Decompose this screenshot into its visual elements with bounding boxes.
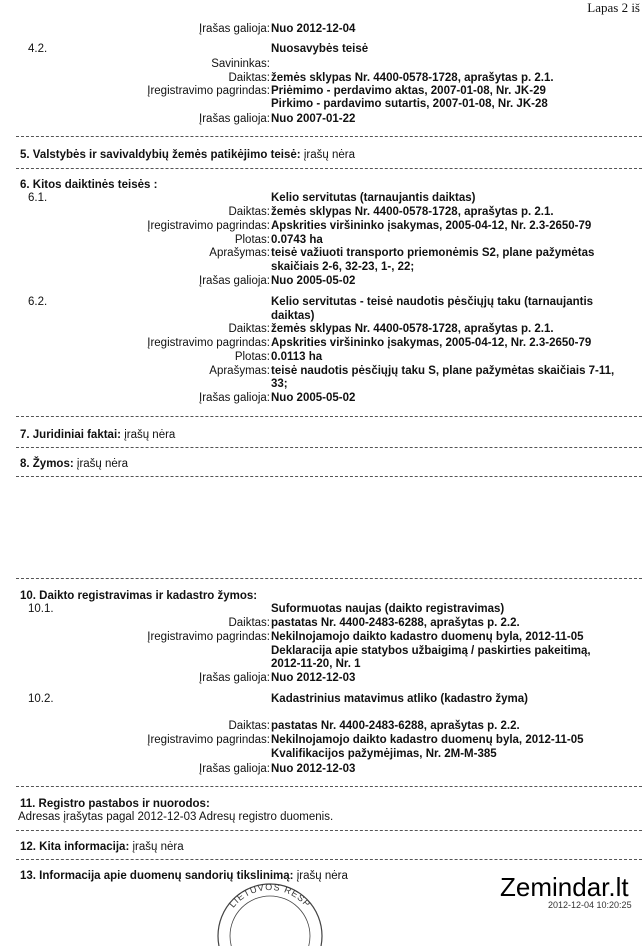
entry-title: daiktas): [271, 310, 315, 322]
field-value: pastatas Nr. 4400-2483-6288, aprašytas p. 2.2.: [271, 617, 520, 629]
field-value: teisė važiuoti transporto priemonėmis S2, plane pažymėtas: [271, 247, 595, 259]
section-title: 11. Registro pastabos ir nuorodos:: [20, 798, 210, 810]
field-label: Daiktas:: [228, 206, 270, 218]
object-row: [0, 71, 642, 85]
field-label: Plotas:: [234, 351, 270, 363]
entry-title: Kelio servitutas - teisė naudotis pėsčiųjų taku (tarnaujantis: [271, 296, 594, 308]
field-value: Nuo 2012-12-04: [271, 23, 356, 35]
field-value: Pirkimo - pardavimo sutartis, 2007-01-08, Nr. JK-28: [271, 98, 548, 110]
object-row: [0, 322, 642, 336]
section-title: 6. Kitos daiktinės teisės :: [20, 179, 158, 191]
page-number: Lapas 2 iš: [587, 0, 640, 15]
basis-row: [0, 336, 642, 350]
entry-6-2-header: [0, 295, 642, 309]
record-valid-row: [0, 762, 642, 776]
field-value: žemės sklypas Nr. 4400-0578-1728, aprašytas p. 2.1.: [271, 323, 554, 335]
field-label: Įregistravimo pagrindas:: [147, 220, 270, 232]
entry-6-1-header: [0, 191, 642, 205]
divider: [16, 168, 642, 169]
field-value: teisė naudotis pėsčiųjų taku S, plane pažymėtas skaičiais 7-11,: [271, 365, 615, 377]
entry-number: 6.1.: [28, 192, 48, 204]
field-value: Nuo 2012-12-03: [271, 672, 356, 684]
section-title: 13. Informacija apie duomenų sandorių tikslinimą:: [20, 870, 294, 882]
watermark-logo: Zemindar.lt: [500, 872, 629, 902]
field-value: skaičiais 2-6, 32-23, 1-, 22;: [271, 261, 415, 273]
field-value: Nuo 2005-05-02: [271, 392, 356, 404]
section-11: [20, 797, 210, 811]
section-value: įrašų nėra: [132, 841, 184, 853]
field-label: Įrašas galioja:: [199, 763, 270, 775]
field-value: Nekilnojamojo daikto kadastro duomenų byla, 2012-11-05: [271, 631, 584, 643]
field-label: Įregistravimo pagrindas:: [147, 85, 270, 97]
basis-row-2: [0, 644, 642, 658]
entry-10-1-header: [0, 602, 642, 616]
basis-row-2: [0, 97, 642, 111]
basis-row: [0, 630, 642, 644]
section-title: 8. Žymos:: [20, 458, 74, 470]
field-label: Įregistravimo pagrindas:: [147, 734, 270, 746]
field-label: Įrašas galioja:: [199, 113, 270, 125]
entry-number: 10.2.: [28, 693, 54, 705]
divider: [16, 447, 642, 448]
field-label: Daiktas:: [228, 617, 270, 629]
section-value: įrašų nėra: [124, 429, 176, 441]
section-value: įrašų nėra: [76, 458, 129, 470]
basis-row: [0, 219, 642, 233]
section-10: [20, 589, 257, 603]
record-valid-row: [0, 671, 642, 685]
entry-6-2-header-2: [0, 309, 642, 323]
field-label: Įregistravimo pagrindas:: [147, 337, 270, 349]
official-stamp: [210, 876, 330, 946]
entry-number: 10.1.: [28, 603, 54, 615]
field-label: Aprašymas:: [209, 365, 270, 377]
field-value: 2012-11-20, Nr. 1: [271, 658, 361, 670]
section-value: įrašų nėra: [303, 149, 355, 161]
section-8: [20, 457, 128, 471]
divider: [16, 476, 642, 477]
record-valid-row: [0, 274, 642, 288]
area-row: [0, 350, 642, 364]
record-valid-row: [0, 22, 642, 36]
section-value: įrašų nėra: [296, 870, 348, 882]
field-label: Aprašymas:: [209, 247, 270, 259]
field-value: 0.0113 ha: [271, 351, 323, 363]
footer-timestamp: 2012-12-04 10:20:25: [548, 900, 632, 910]
field-value: Nuo 2007-01-22: [271, 113, 356, 125]
field-value: Nuo 2005-05-02: [271, 275, 356, 287]
divider: [16, 136, 642, 137]
field-value: Nekilnojamojo daikto kadastro duomenų byla, 2012-11-05: [271, 734, 584, 746]
owner-row: [0, 57, 642, 71]
section-title: 7. Juridiniai faktai:: [20, 429, 121, 441]
divider: [16, 416, 642, 417]
field-value: Nuo 2012-12-03: [271, 763, 356, 775]
stamp-text: LIETUVOS RESP: [227, 881, 313, 910]
field-label: Daiktas:: [228, 72, 270, 84]
basis-row-3: [0, 657, 642, 671]
basis-row: [0, 733, 642, 747]
section-title: 12. Kita informacija:: [20, 841, 130, 853]
section-12: [20, 840, 184, 854]
entry-10-2-header: [0, 692, 642, 706]
entry-title: Suformuotas naujas (daikto registravimas): [271, 603, 505, 615]
basis-row: [0, 84, 642, 98]
field-label: Įrašas galioja:: [199, 23, 270, 35]
field-value: Apskrities viršininko įsakymas, 2005-04-12, Nr. 2.3-2650-79: [271, 337, 592, 349]
field-label: Plotas:: [234, 234, 270, 246]
entry-title: Kelio servitutas (tarnaujantis daiktas): [271, 192, 476, 204]
field-label: Savininkas:: [211, 58, 270, 70]
field-label: Daiktas:: [228, 323, 270, 335]
object-row: [0, 616, 642, 630]
entry-title: Nuosavybės teisė: [271, 43, 369, 55]
section-5: [20, 148, 355, 162]
field-label: Įrašas galioja:: [199, 672, 270, 684]
record-valid-row: [0, 112, 642, 126]
entry-4-2-header: [0, 42, 642, 56]
record-valid-row: [0, 391, 642, 405]
field-value: Priėmimo - perdavimo aktas, 2007-01-08, Nr. JK-29: [271, 85, 546, 97]
field-value: 33;: [271, 378, 288, 390]
object-row: [0, 719, 642, 733]
description-row-2: [0, 260, 642, 274]
area-row: [0, 233, 642, 247]
field-value: Deklaracija apie statybos užbaigimą / paskirties pakeitimą,: [271, 645, 591, 657]
field-label: Įrašas galioja:: [199, 392, 270, 404]
entry-number: 4.2.: [28, 43, 48, 55]
field-label: Įrašas galioja:: [199, 275, 270, 287]
section-11-text: Adresas įrašytas pagal 2012-12-03 Adresų registro duomenis.: [18, 811, 334, 823]
field-value: Apskrities viršininko įsakymas, 2005-04-12, Nr. 2.3-2650-79: [271, 220, 592, 232]
divider: [16, 830, 642, 831]
field-value: žemės sklypas Nr. 4400-0578-1728, aprašytas p. 2.1.: [271, 206, 554, 218]
field-label: Daiktas:: [228, 720, 270, 732]
object-row: [0, 205, 642, 219]
entry-number: 6.2.: [28, 296, 48, 308]
field-value: pastatas Nr. 4400-2483-6288, aprašytas p. 2.2.: [271, 720, 520, 732]
section-title: 5. Valstybės ir savivaldybių žemės patikėjimo teisė:: [20, 149, 301, 161]
description-row-2: [0, 377, 642, 391]
field-label: Įregistravimo pagrindas:: [147, 631, 270, 643]
divider: [16, 578, 642, 579]
description-row: [0, 246, 642, 260]
entry-title: Kadastrinius matavimus atliko (kadastro žyma): [271, 693, 528, 705]
field-value: 0.0743 ha: [271, 234, 323, 246]
divider: [16, 786, 642, 787]
divider: [16, 859, 642, 860]
field-value: žemės sklypas Nr. 4400-0578-1728, aprašytas p. 2.1.: [271, 72, 554, 84]
section-6: [20, 178, 157, 192]
field-value: Kvalifikacijos pažymėjimas, Nr. 2M-M-385: [271, 748, 497, 760]
section-7: [20, 428, 175, 442]
description-row: [0, 364, 642, 378]
section-title: 10. Daikto registravimas ir kadastro žymos:: [20, 590, 258, 602]
basis-row-2: [0, 747, 642, 761]
